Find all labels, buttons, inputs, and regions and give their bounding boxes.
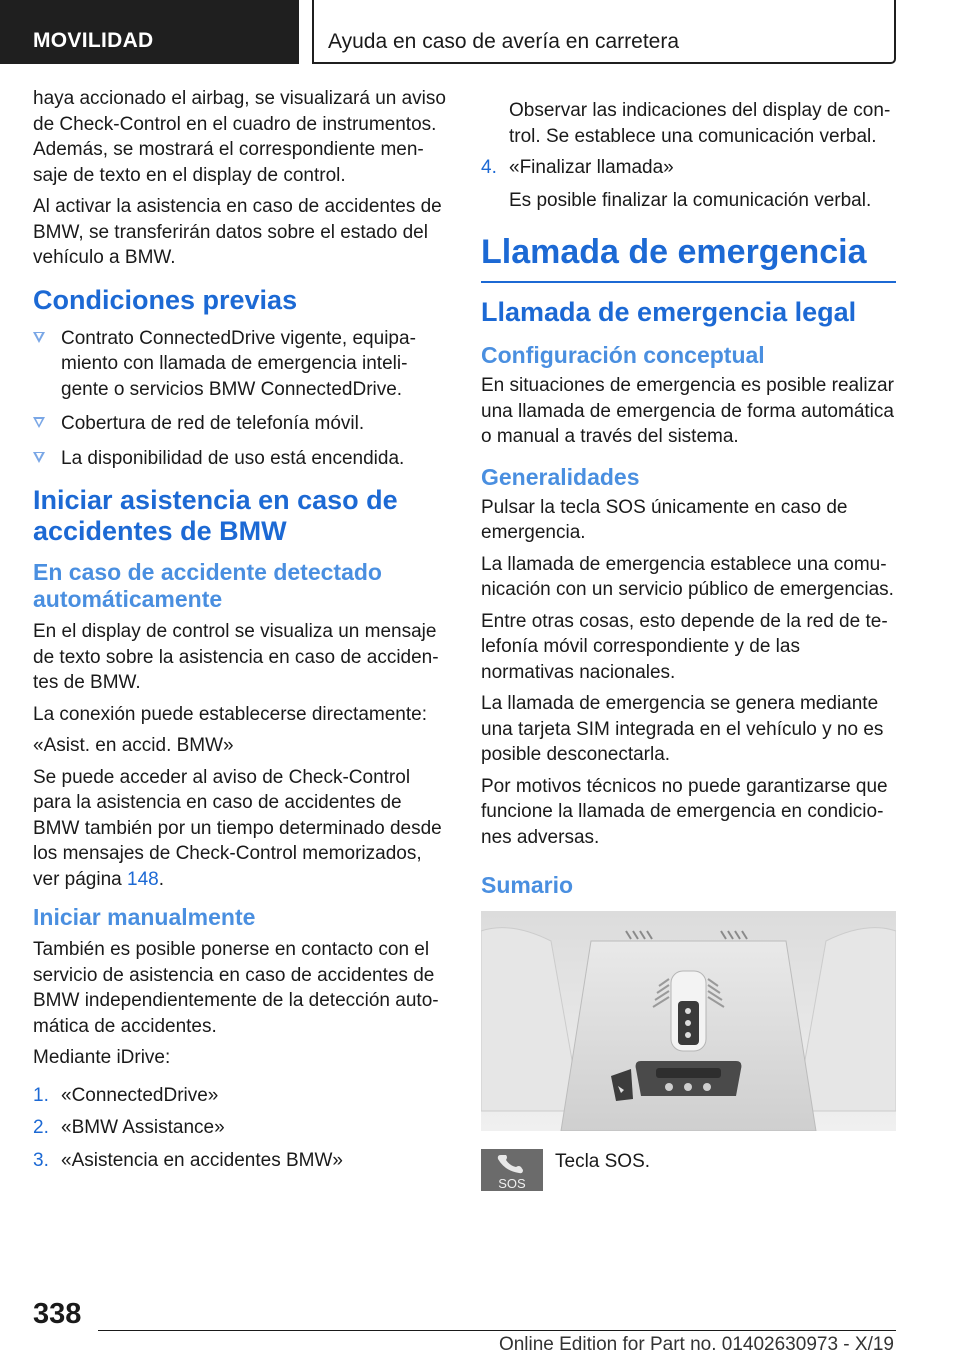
intro-paragraph-1: haya accionado el airbag, se visualizará un aviso de Check-Control en el cuadro de instrumentos. Además, se mostrará el correspondiente mensaje de texto en el display de control. (33, 88, 446, 186)
general-heading: Generalidades (481, 463, 640, 490)
section-tab (0, 0, 299, 64)
list-item-text: La disponibilidad de uso está encendida. (61, 447, 405, 469)
auto-paragraph-4-end: . (158, 868, 164, 890)
emergency-call-heading: Llamada de emergencia (481, 233, 896, 283)
manual-paragraph-2: Mediante iDrive: (33, 1047, 171, 1068)
triangle-bullet-icon (33, 332, 45, 343)
footer-divider (98, 1330, 896, 1331)
step-number: 2. (33, 1117, 49, 1138)
sos-phone-icon (481, 1149, 543, 1191)
footer-edition: Online Edition for Part no. 01402630973 - X/19 (498, 1334, 894, 1355)
list-item (33, 1083, 448, 1109)
intro-paragraph-2: Al activar la asistencia en caso de accidentes de BMW, se transferirán datos sobre el estado del vehículo a BMW. (33, 196, 442, 268)
sos-key-label: Tecla SOS. (555, 1151, 651, 1172)
continued-paragraph: Observar las indicaciones del display de control. Se establece una comunicación verbal. (509, 100, 891, 147)
step-text: «ConnectedDrive» (61, 1084, 219, 1106)
general-paragraph-1: Pulsar la tecla SOS únicamente en caso de emergencia. (481, 496, 848, 543)
page-reference-link[interactable]: 148 (127, 868, 159, 890)
list-item-text: Cobertura de red de telefonía móvil. (61, 413, 365, 434)
step-number: 4. (481, 157, 497, 178)
general-paragraph-2: La llamada de emergencia establece una comunicación con un servicio público de emergencias. (481, 553, 894, 600)
concept-paragraph: En situaciones de emergencia es posible realizar una llamada de emergencia de forma automática o manual a través del sistema. (481, 375, 894, 447)
prereq-heading: Condiciones previas (33, 284, 298, 315)
page-number: 338 (33, 1298, 82, 1330)
auto-paragraph-3: «Asist. en accid. BMW» (33, 735, 234, 756)
auto-paragraph-4 (33, 765, 448, 893)
triangle-bullet-icon (33, 417, 45, 428)
general-paragraph-4: La llamada de emergencia se genera mediante una tarjeta SIM integrada en el vehículo y no es posible desconectarla. (481, 693, 884, 765)
triangle-bullet-icon (33, 452, 45, 463)
legal-emergency-call-heading: Llamada de emergencia legal (481, 297, 857, 327)
step-text: «Finalizar llamada» (509, 157, 674, 178)
step-number: 3. (33, 1149, 49, 1171)
list-item-text: Contrato ConnectedDrive vigente, equipamiento con llamada de emergencia inteligente o servicios BMW ConnectedDrive. (61, 327, 416, 400)
auto-paragraph-2: La conexión puede establecerse directamente: (33, 703, 427, 725)
chapter-tab (312, 0, 896, 64)
step-number: 1. (33, 1084, 49, 1106)
list-item (33, 446, 448, 472)
auto-paragraph-4-text: Se puede acceder al aviso de Check-Control para la asistencia en caso de accidentes de BMW también por un tiempo determinado desde los mensajes de Check-Control memorizados, ver página (33, 766, 442, 890)
list-item (33, 411, 448, 437)
list-item (481, 155, 896, 181)
general-paragraph-3: Entre otras cosas, esto depende de la red de telefonía móvil correspondiente y de las normativas nacionales. (481, 610, 888, 683)
idrive-steps (33, 1083, 448, 1174)
idrive-steps-continued (481, 155, 896, 181)
concept-heading: Configuración conceptual (481, 342, 765, 368)
auto-paragraph-1: En el display de control se visualiza un mensaje de texto sobre la asistencia en caso de accidentes de BMW. (33, 621, 439, 693)
list-item (33, 1115, 448, 1141)
right-column (481, 98, 896, 1193)
step-text: «BMW Assistance» (61, 1117, 225, 1138)
section-title: MOVILIDAD (33, 29, 154, 52)
list-item (33, 1148, 448, 1174)
start-assistance-heading: Iniciar asistencia en caso de accidentes de BMW (33, 485, 398, 546)
chapter-title: Ayuda en caso de avería en carretera (328, 30, 680, 53)
sos-key-row (481, 1149, 896, 1193)
manual-start-heading: Iniciar manualmente (33, 904, 256, 930)
sos-icon-label: SOS (498, 1176, 526, 1191)
manual-paragraph-1: También es posible ponerse en contacto con el servicio de asistencia en caso de accidentes de BMW independientemente de la detección automática de accidentes. (33, 939, 439, 1037)
auto-detected-heading: En caso de accidente detectado automáticamente (33, 559, 382, 612)
step-4-subtext: Es posible finalizar la comunicación verbal. (509, 189, 872, 211)
overhead-console-image (481, 911, 896, 1131)
prereq-list (33, 326, 448, 472)
list-item (33, 326, 448, 403)
step-text: «Asistencia en accidentes BMW» (61, 1149, 343, 1171)
left-column (33, 86, 448, 1180)
general-paragraph-5: Por motivos técnicos no puede garantizarse que funcione la llamada de emergencia en condiciones adversas. (481, 775, 888, 848)
summary-heading: Sumario (481, 872, 574, 898)
